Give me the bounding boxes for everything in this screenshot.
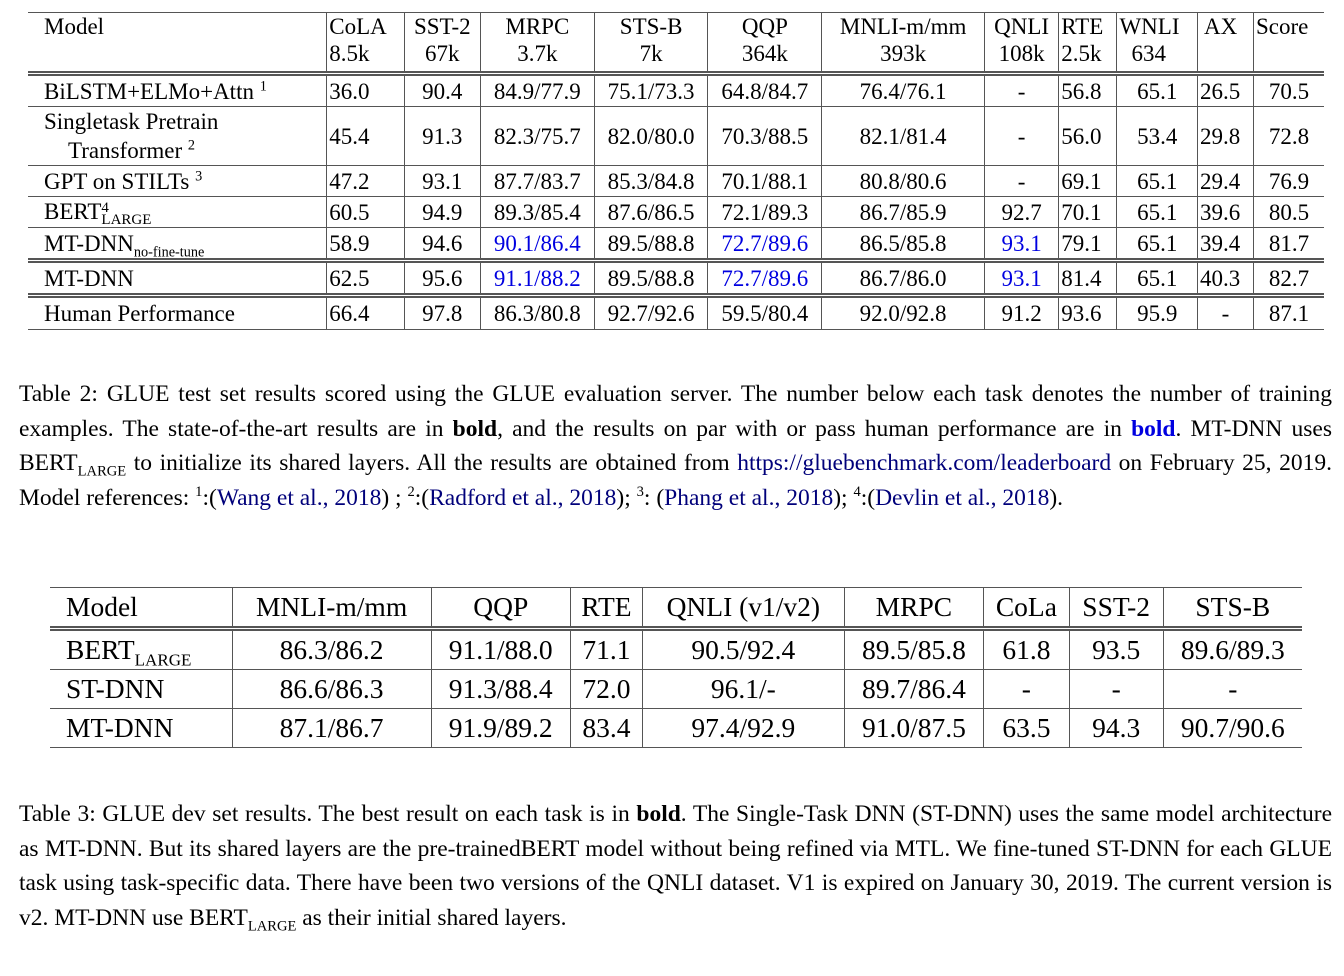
table2-header-model	[28, 13, 327, 74]
cell: 65.1	[1117, 197, 1198, 228]
cell: 86.5/85.8	[822, 228, 985, 261]
header-label: AX	[1203, 14, 1238, 39]
model-cell	[28, 166, 327, 197]
model-cell: ST-DNN	[50, 670, 232, 709]
table2-header-mnli	[822, 13, 985, 74]
cell: 91.1/88.0	[431, 629, 570, 670]
model-name-line2: Transformer	[68, 138, 183, 163]
model-name: MT-DNN	[44, 230, 134, 256]
caption-text: : (	[643, 484, 665, 511]
cell: 59.5/80.4	[708, 296, 822, 330]
ref-sup: 4	[853, 483, 861, 500]
cell-sota: 86.7/86.0	[822, 261, 985, 296]
cell: 70.5	[1253, 74, 1324, 107]
model-cell	[28, 197, 327, 228]
cell: 56.0	[1059, 107, 1117, 166]
model-name: BiLSTM+ELMo+Attn	[44, 78, 254, 104]
header-size: 8.5k	[329, 41, 370, 66]
cell: 65.1	[1117, 228, 1198, 261]
caption-text: :(	[414, 484, 430, 511]
caption-text: ) ;	[381, 484, 402, 511]
cell: 79.1	[1059, 228, 1117, 261]
cell: 87.6/86.5	[594, 197, 708, 228]
cell: -	[1069, 670, 1163, 709]
cell: 95.9	[1117, 296, 1198, 330]
header-size: 3.7k	[517, 41, 558, 66]
table2-header-rte	[1059, 13, 1117, 74]
cell: 91.2	[985, 296, 1059, 330]
ref-sup: 1	[195, 483, 203, 500]
model-cell	[28, 228, 327, 261]
cell: 29.8	[1197, 107, 1253, 166]
header-label: Score	[1255, 14, 1309, 39]
model-ref-sup: 3	[195, 167, 203, 184]
cell-best: 91.0/87.5	[844, 709, 983, 748]
cell: 91.3/88.4	[431, 670, 570, 709]
cell: 36.0	[327, 74, 404, 107]
cell: 65.1	[1117, 261, 1198, 296]
cell: -	[984, 670, 1070, 709]
cell: 61.8	[984, 629, 1070, 670]
table-row	[28, 296, 1324, 330]
cell: 64.8/84.7	[708, 74, 822, 107]
caption-text: , and the results on par with or pass human performance are in	[497, 415, 1132, 442]
cell: -	[1163, 670, 1302, 709]
citation-link-wang[interactable]: Wang et al., 2018	[216, 484, 382, 511]
cell-human-par: 72.7/89.6	[708, 228, 822, 261]
table-row	[28, 74, 1324, 107]
cell: 45.4	[327, 107, 404, 166]
table3-header-sst2: SST-2	[1069, 588, 1163, 629]
caption-text: GLUE test set results scored using the GLUE evaluation server. The number below each task denotes the number of training examples. The state-of-the-art results are in	[19, 381, 1333, 442]
cell: 92.0/92.8	[822, 296, 985, 330]
table2-header-row	[28, 13, 1324, 74]
citation-link-phang[interactable]: Phang et al., 2018	[664, 484, 834, 511]
caption-text: as their initial shared layers.	[296, 904, 567, 931]
cell: 87.7/83.7	[480, 166, 594, 197]
table3-caption	[19, 797, 1332, 935]
model-name: Singletask Pretrain	[44, 109, 219, 134]
cell-best: 90.7/90.6	[1163, 709, 1302, 748]
cell: 70.3/88.5	[708, 107, 822, 166]
cell: 39.6	[1197, 197, 1253, 228]
model-ref-sup: 1	[259, 77, 267, 94]
cell: 92.7	[985, 197, 1059, 228]
caption-subscript: LARGE	[247, 918, 297, 935]
header-label: MNLI-m/mm	[839, 14, 967, 39]
caption-text: :(	[860, 484, 876, 511]
ref-sup: 2	[407, 483, 415, 500]
header-size: 393k	[880, 41, 927, 66]
cell: -	[985, 166, 1059, 197]
caption-text: ).	[1049, 484, 1064, 511]
model-name: GPT on STILTs	[44, 168, 190, 194]
cell-human-par: 93.1	[985, 228, 1059, 261]
cell: 81.7	[1253, 228, 1324, 261]
table2-header-qnli	[985, 13, 1059, 74]
cell: -	[985, 74, 1059, 107]
model-subscript: LARGE	[134, 650, 192, 670]
cell-human-par: 90.1/86.4	[480, 228, 594, 261]
cell: 72.1/89.3	[708, 197, 822, 228]
cell: 53.4	[1117, 107, 1198, 166]
cell-best: 83.4	[570, 709, 642, 748]
cell: 97.8	[404, 296, 480, 330]
header-label: MRPC	[505, 14, 570, 39]
leaderboard-link[interactable]: https://gluebenchmark.com/leaderboard	[737, 450, 1112, 476]
table3-header-qqp: QQP	[431, 588, 570, 629]
model-cell	[28, 107, 327, 166]
cell: -	[985, 107, 1059, 166]
table3-header-model: Model	[50, 588, 232, 629]
table3-header-mrpc: MRPC	[844, 588, 983, 629]
table2-header-ax	[1197, 13, 1253, 74]
cell: 76.4/76.1	[822, 74, 985, 107]
table-row	[50, 709, 1302, 748]
table2-caption	[19, 377, 1332, 515]
cell: 86.3/86.2	[232, 629, 431, 670]
cell: 39.4	[1197, 228, 1253, 261]
model-cell: MT-DNN	[50, 709, 232, 748]
header-label: STS-B	[619, 14, 683, 39]
table3-header-cola: CoLa	[984, 588, 1070, 629]
caption-text: . The Single-Task DNN (ST-DNN) uses the same model architecture as MT-DNN. But its shared layers are the pre-trainedBERT model without being refined via MTL. We fine-tuned ST-DNN for each GLUE task using task-specific data. There have been two versions of the QNLI dataset. V1 is expired on January 30, 2019. The current version is v2. MT-DNN use BERT	[19, 801, 1333, 931]
caption-text: on February 25, 2019. Model references:	[19, 450, 1332, 511]
cell: 86.7/85.9	[822, 197, 985, 228]
caption-subscript: LARGE	[77, 463, 127, 480]
cell-best: 94.3	[1069, 709, 1163, 748]
cell-human-par: 72.7/89.6	[708, 261, 822, 296]
cell-best: 91.9/89.2	[431, 709, 570, 748]
caption-blue-bold: bold	[1131, 415, 1176, 442]
header-size: 634	[1131, 41, 1166, 66]
cell: 65.1	[1117, 74, 1198, 107]
header-label: Model	[44, 14, 105, 39]
header-size: 7k	[639, 41, 663, 66]
model-subscript: no-fine-tune	[133, 244, 205, 261]
model-subscript: LARGE	[101, 211, 152, 228]
model-ref-sup: 2	[187, 137, 196, 154]
citation-link-radford[interactable]: Radford et al., 2018	[429, 484, 617, 511]
cell: 66.4	[327, 296, 404, 330]
caption-text: );	[616, 484, 631, 511]
cell-human-par: 91.1/88.2	[480, 261, 594, 296]
cell: 86.3/80.8	[480, 296, 594, 330]
cell: 70.1/88.1	[708, 166, 822, 197]
cell: 47.2	[327, 166, 404, 197]
header-label: SST-2	[413, 14, 471, 39]
caption-label: Table 3:	[19, 801, 96, 827]
cell: 94.9	[404, 197, 480, 228]
cell: 91.3	[404, 107, 480, 166]
cell: 90.4	[404, 74, 480, 107]
cell: 90.5/92.4	[642, 629, 844, 670]
cell: 82.3/75.7	[480, 107, 594, 166]
model-cell	[28, 74, 327, 107]
table3-header-row	[50, 588, 1302, 629]
cell: 75.1/73.3	[594, 74, 708, 107]
cell: 58.9	[327, 228, 404, 261]
header-label: RTE	[1061, 14, 1104, 39]
cell-best: 63.5	[984, 709, 1070, 748]
cell: 89.5/88.8	[594, 228, 708, 261]
cell: 92.7/92.6	[594, 296, 708, 330]
caption-text: );	[833, 484, 848, 511]
table-row	[50, 629, 1302, 670]
caption-bold: bold	[452, 415, 498, 442]
header-size: 2.5k	[1061, 41, 1102, 66]
glue-dev-results-table	[50, 587, 1302, 748]
cell-best: 87.1/86.7	[232, 709, 431, 748]
ref-sup: 3	[636, 483, 644, 500]
header-label: WNLI	[1119, 14, 1180, 39]
cell-human-par: 93.1	[985, 261, 1059, 296]
cell: 70.1	[1059, 197, 1117, 228]
model-name: BERT	[44, 199, 102, 225]
table2-header-sst2	[404, 13, 480, 74]
cell: 80.8/80.6	[822, 166, 985, 197]
caption-text: . MT-DNN uses BERT	[19, 415, 1332, 476]
header-size: 364k	[741, 41, 788, 66]
cell: 93.5	[1069, 629, 1163, 670]
caption-text: to initialize its shared layers. All the results are obtained from	[126, 450, 738, 476]
cell: 71.1	[570, 629, 642, 670]
cell: 85.3/84.8	[594, 166, 708, 197]
cell: 86.6/86.3	[232, 670, 431, 709]
header-label: CoLA	[329, 14, 387, 39]
cell: 76.9	[1253, 166, 1324, 197]
model-name: BERT	[66, 634, 135, 665]
header-size: 108k	[998, 41, 1045, 66]
cell: 84.9/77.9	[480, 74, 594, 107]
table2-header-cola	[327, 13, 404, 74]
table-row	[28, 261, 1324, 296]
caption-text: :(	[202, 484, 217, 511]
model-cell	[50, 629, 232, 670]
cell: 69.1	[1059, 166, 1117, 197]
cell-sota: 89.5/88.8	[594, 261, 708, 296]
cell: -	[1197, 296, 1253, 330]
cell: 80.5	[1253, 197, 1324, 228]
header-label: QNLI	[994, 14, 1050, 39]
table3-header-qnli: QNLI (v1/v2)	[642, 588, 844, 629]
table2-header-mrpc	[480, 13, 594, 74]
model-ref-sup: 4	[101, 199, 109, 216]
cell-sota: 81.4	[1059, 261, 1117, 296]
cell: 29.4	[1197, 166, 1253, 197]
cell: 89.5/85.8	[844, 629, 983, 670]
cell: 82.0/80.0	[594, 107, 708, 166]
caption-label: Table 2:	[19, 381, 98, 407]
cell: 96.1/-	[642, 670, 844, 709]
table2-header-wnli	[1117, 13, 1198, 74]
table2-header-score	[1253, 13, 1324, 74]
table-row	[28, 228, 1324, 261]
cell: 89.7/86.4	[844, 670, 983, 709]
cell: 89.6/89.3	[1163, 629, 1302, 670]
cell: 65.1	[1117, 166, 1198, 197]
table-row	[28, 107, 1324, 166]
glue-test-results-table	[28, 12, 1324, 330]
table2-header-qqp	[708, 13, 822, 74]
header-label: QQP	[741, 14, 788, 39]
model-cell: MT-DNN	[28, 261, 327, 296]
cell: 94.6	[404, 228, 480, 261]
table3-header-mnli: MNLI-m/mm	[232, 588, 431, 629]
cell: 93.1	[404, 166, 480, 197]
cell: 56.8	[1059, 74, 1117, 107]
table3-header-rte: RTE	[570, 588, 642, 629]
model-cell: Human Performance	[28, 296, 327, 330]
cell-best: 97.4/92.9	[642, 709, 844, 748]
table-row	[28, 197, 1324, 228]
table-row	[50, 670, 1302, 709]
cell-sota: 95.6	[404, 261, 480, 296]
cell: 82.1/81.4	[822, 107, 985, 166]
citation-link-devlin[interactable]: Devlin et al., 2018	[875, 484, 1050, 511]
cell-sota: 40.3	[1197, 261, 1253, 296]
table-row	[28, 166, 1324, 197]
cell: 93.6	[1059, 296, 1117, 330]
cell: 26.5	[1197, 74, 1253, 107]
caption-bold: bold	[636, 801, 681, 827]
table2-header-stsb	[594, 13, 708, 74]
cell: 87.1	[1253, 296, 1324, 330]
cell: 72.8	[1253, 107, 1324, 166]
cell-sota: 82.7	[1253, 261, 1324, 296]
table3-header-stsb: STS-B	[1163, 588, 1302, 629]
caption-text: GLUE dev set results. The best result on each task is in	[102, 801, 637, 827]
cell: 72.0	[570, 670, 642, 709]
cell-sota: 62.5	[327, 261, 404, 296]
cell: 60.5	[327, 197, 404, 228]
cell: 89.3/85.4	[480, 197, 594, 228]
header-size: 67k	[425, 41, 460, 66]
